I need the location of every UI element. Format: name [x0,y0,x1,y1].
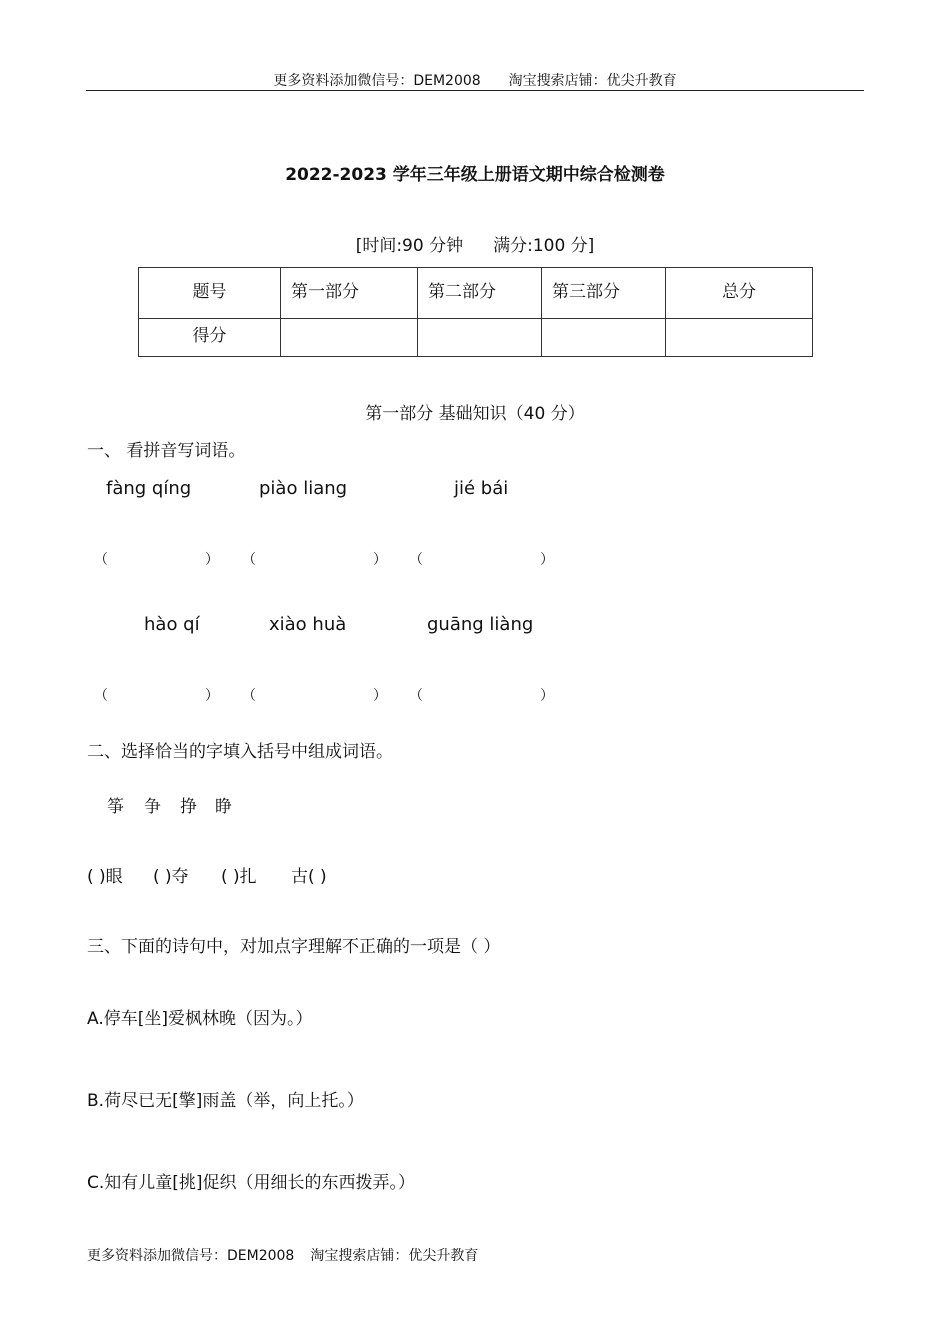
header-cell-part3: 第三部分 [542,268,666,319]
score-table-score-row [139,319,813,357]
pinyin-item: jié bái [454,478,509,499]
answer-close-bracket: ） [205,552,219,568]
header-cell-total: 总分 [666,268,813,319]
pinyin-item: fàng qíng [106,478,192,499]
score-table [138,267,813,357]
part1-title: 第一部分 基础知识（40 分） [365,404,585,424]
q3-prompt: 三、下面的诗句中，对加点字理解不正确的一项是（ ） [87,937,501,957]
exam-title: 2022-2023 学年三年级上册语文期中综合检测卷 [285,165,665,185]
header-cell-part2: 第二部分 [418,268,542,319]
page-header [0,70,950,90]
pinyin-item: piào liang [259,478,348,499]
q1-prompt: 一、 看拼音写词语。 [87,441,246,461]
score-cell-part3[interactable] [542,319,666,357]
answer-open-bracket: （ [94,552,108,568]
answer-close-bracket: ） [540,688,554,704]
answer-open-bracket: （ [242,552,256,568]
score-cell-part2[interactable] [418,319,542,357]
pinyin-item: xiào huà [269,614,347,635]
fill-blank: ( )夺 [153,867,189,887]
q3-option-a: A.停车[坐]爱枫林晚（因为。） [87,1009,313,1029]
exam-time: [时间:90 分钟 [355,236,464,256]
answer-open-bracket: （ [409,688,423,704]
char-choice: 筝 [107,797,124,817]
score-row-label: 得分 [139,319,281,357]
q2-prompt: 二、选择恰当的字填入括号中组成词语。 [87,742,393,762]
header-cell-question: 题号 [139,268,281,319]
page-footer [87,1245,478,1265]
footer-wechat: 更多资料添加微信号：DEM2008 [87,1248,295,1264]
header-wechat: 更多资料添加微信号：DEM2008 [273,73,481,89]
fill-blank: ( )扎 [221,867,257,887]
answer-close-bracket: ） [540,552,554,568]
q3-option-c: C.知有儿童[挑]促织（用细长的东西拨弄。） [87,1173,416,1193]
exam-full-score: 满分:100 分] [493,236,595,256]
char-choice: 争 [144,797,161,817]
answer-open-bracket: （ [409,552,423,568]
answer-close-bracket: ） [205,688,219,704]
score-table-header-row [139,268,813,319]
answer-close-bracket: ） [373,552,387,568]
answer-open-bracket: （ [94,688,108,704]
score-cell-part1[interactable] [281,319,418,357]
pinyin-item: guāng liàng [427,614,534,635]
answer-open-bracket: （ [242,688,256,704]
footer-taobao: 淘宝搜索店铺：优尖升教育 [310,1248,479,1264]
q3-option-b: B.荷尽已无[擎]雨盖（举，向上托。） [87,1091,364,1111]
fill-blank: 古( ) [291,867,327,887]
answer-close-bracket: ） [373,688,387,704]
exam-meta [0,231,950,256]
char-choice: 挣 [180,797,197,817]
score-cell-total[interactable] [666,319,813,357]
header-divider [86,90,864,91]
char-choice: 睁 [215,797,232,817]
pinyin-item: hào qí [144,614,200,635]
fill-blank: ( )眼 [87,867,123,887]
header-taobao: 淘宝搜索店铺：优尖升教育 [508,73,677,89]
header-cell-part1: 第一部分 [281,268,418,319]
